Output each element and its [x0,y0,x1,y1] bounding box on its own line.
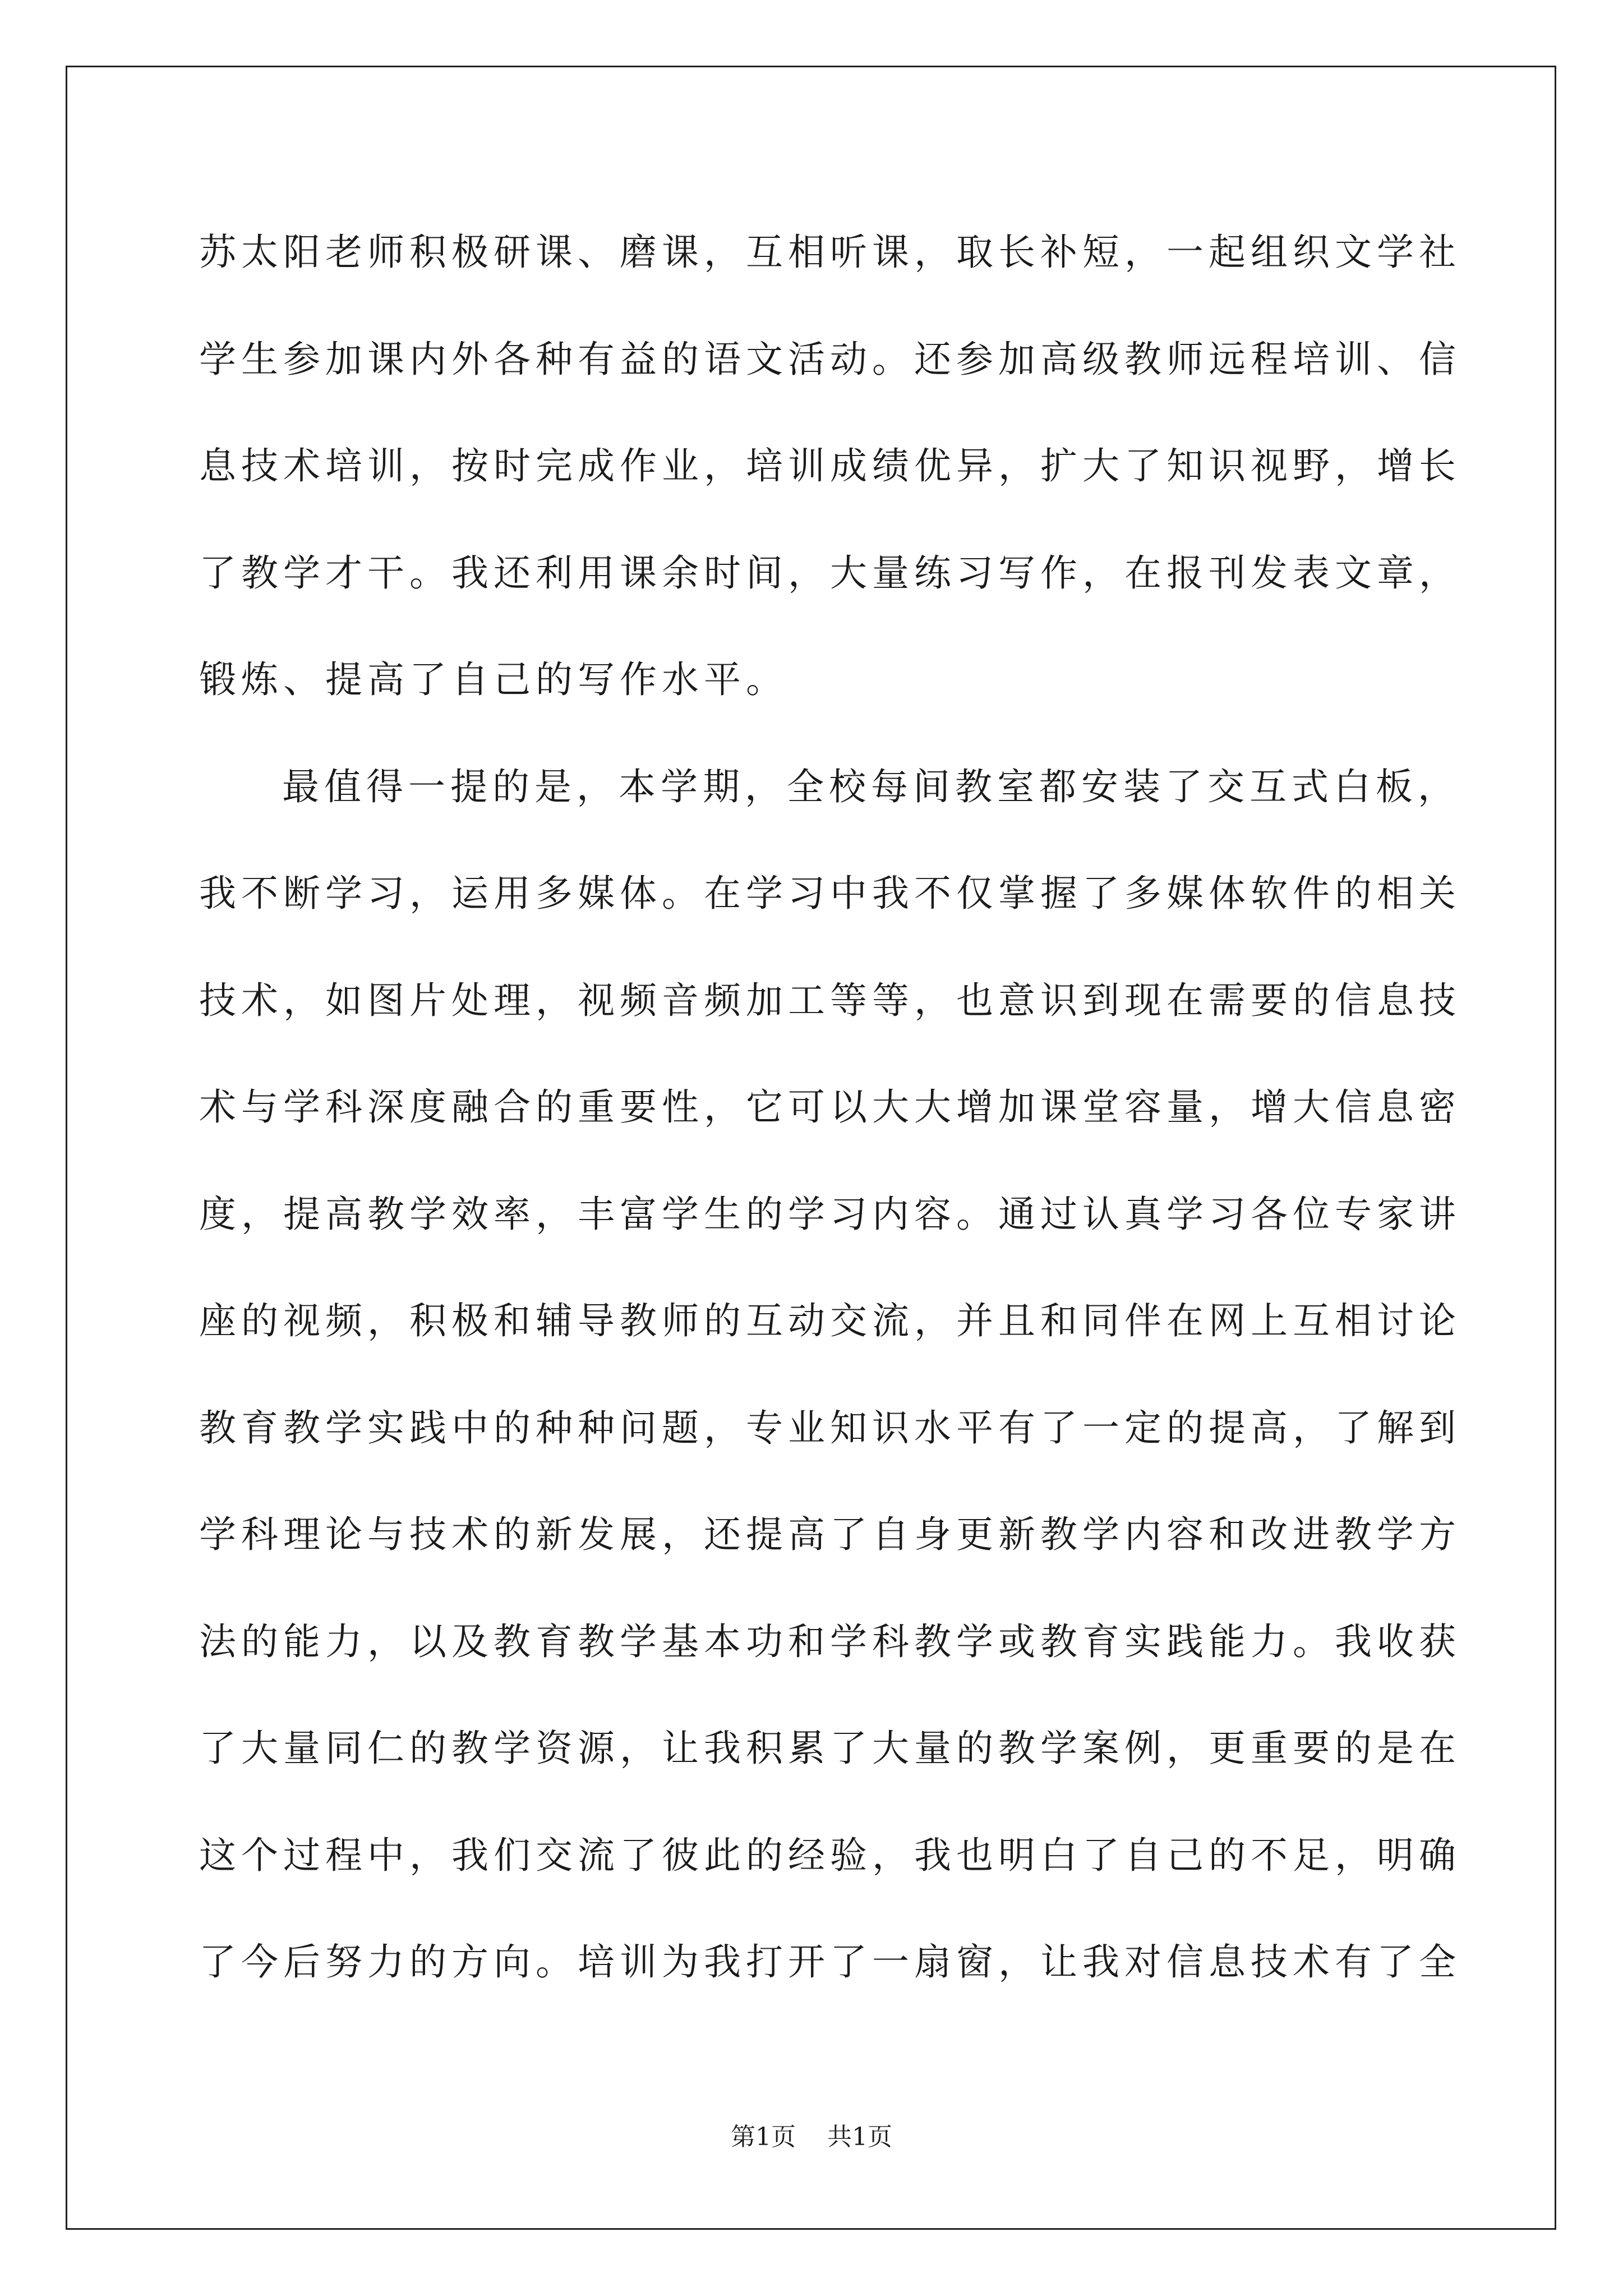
paragraph-2-line-10: 了大量同仁的教学资源，让我积累了大量的教学案例，更重要的是在 [199,1727,1461,1770]
page-footer [0,2120,1623,2154]
paragraph-2-line-4: 术与学科深度融合的重要性，它可以大大增加课堂容量，增大信息密 [199,1085,1461,1129]
paragraph-1-line-3: 息技术培训，按时完成作业，培训成绩优异，扩大了知识视野，增长 [199,444,1461,487]
paragraph-1-line-4: 了教学才干。我还利用课余时间，大量练习写作，在报刊发表文章， [199,551,1461,595]
page-number-current: 第1页 [731,2123,796,2151]
paragraph-2-line-7: 教育教学实践中的种种问题，专业知识水平有了一定的提高，了解到 [199,1406,1461,1450]
paragraph-2-line-12: 了今后努力的方向。培训为我打开了一扇窗，让我对信息技术有了全 [199,1940,1461,1984]
paragraph-2-line-11: 这个过程中，我们交流了彼此的经验，我也明白了自己的不足，明确 [199,1833,1461,1877]
paragraph-1-line-2: 学生参加课内外各种有益的语文活动。还参加高级教师远程培训、信 [199,337,1461,381]
paragraph-2-line-3: 技术，如图片处理，视频音频加工等等，也意识到现在需要的信息技 [199,978,1461,1022]
paragraph-2-line-6: 座的视频，积极和辅导教师的互动交流，并且和同伴在网上互相讨论 [199,1299,1461,1342]
paragraph-2-line-5: 度，提高教学效率，丰富学生的学习内容。通过认真学习各位专家讲 [199,1192,1461,1236]
document-body [199,199,1461,2016]
paragraph-1-line-1: 苏太阳老师积极研课、磨课，互相听课，取长补短，一起组织文学社 [199,231,1461,274]
paragraph-2-line-1: 最值得一提的是，本学期，全校每间教室都安装了交互式白板， [282,765,1460,808]
paragraph-2-line-9: 法的能力，以及教育教学基本功和学科教学或教育实践能力。我收获 [199,1619,1461,1663]
paragraph-2-line-8: 学科理论与技术的新发展，还提高了自身更新教学内容和改进教学方 [199,1513,1461,1556]
paragraph-2-line-2: 我不断学习，运用多媒体。在学习中我不仅掌握了多媒体软件的相关 [199,872,1461,915]
page-number-total: 共1页 [827,2123,892,2151]
paragraph-1-line-5: 锻炼、提高了自己的写作水平。 [199,658,788,701]
